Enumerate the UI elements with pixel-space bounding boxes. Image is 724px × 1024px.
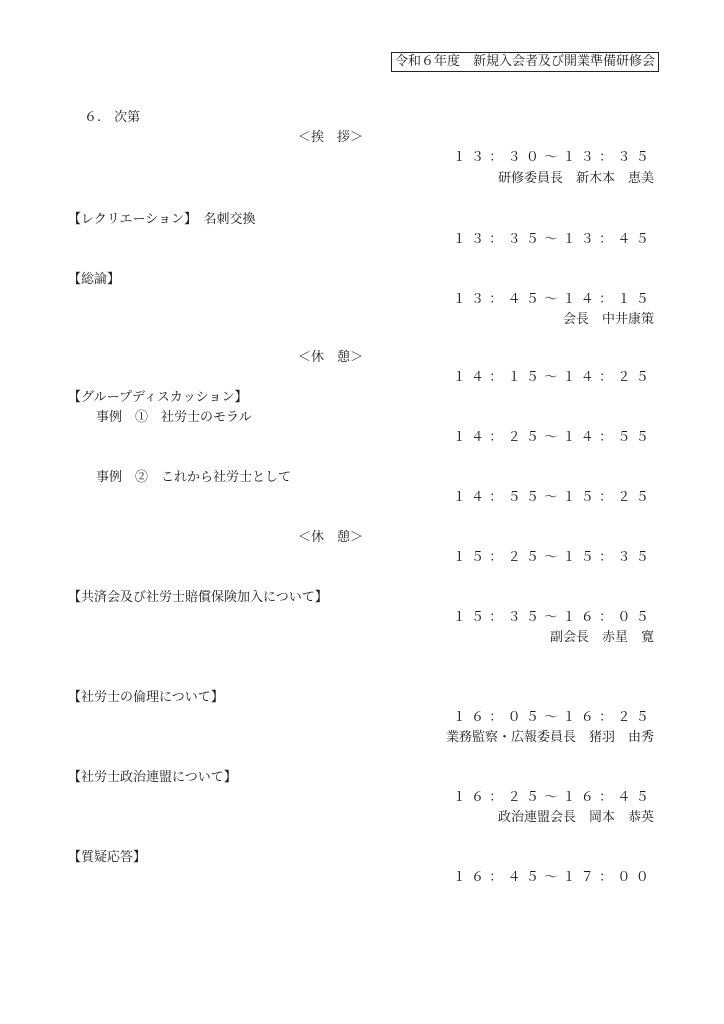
agenda-time: １５：３５〜１６：０５ bbox=[452, 610, 654, 625]
agenda-time: １４：２５〜１４：５５ bbox=[452, 430, 654, 445]
agenda-item-title: 【社労士の倫理について】 bbox=[68, 690, 224, 705]
agenda-time: １３：３０〜１３：３５ bbox=[452, 150, 654, 165]
agenda-time: １６：２５〜１６：４５ bbox=[452, 790, 654, 805]
agenda-break-label: ＜挨 拶＞ bbox=[298, 130, 364, 145]
agenda-speaker: 業務監察・広報委員長 猪羽 由秀 bbox=[445, 730, 654, 745]
agenda-break-label: ＜休 憩＞ bbox=[298, 350, 364, 365]
section-heading: ６. 次第 bbox=[84, 110, 141, 125]
agenda-speaker: 研修委員長 新木本 恵美 bbox=[497, 171, 654, 186]
document-header-title: 令和６年度 新規入会者及び開業準備研修会 bbox=[391, 52, 659, 72]
agenda-time: １４：１５〜１４：２５ bbox=[452, 370, 654, 385]
agenda-speaker: 政治連盟会長 岡本 恭英 bbox=[497, 810, 654, 825]
agenda-time: １３：４５〜１４：１５ bbox=[452, 292, 654, 307]
agenda-item-title: 【共済会及び社労士賠償保険加入について】 bbox=[68, 590, 328, 605]
agenda-break-label: ＜休 憩＞ bbox=[298, 530, 364, 545]
agenda-item-title: 【グループディスカッション】 bbox=[68, 390, 248, 405]
agenda-time: １３：３５〜１３：４５ bbox=[452, 232, 654, 247]
agenda-sub-item: 事例 ② これから社労士として bbox=[96, 470, 292, 485]
agenda-time: １６：４５〜１７：００ bbox=[452, 870, 654, 885]
agenda-time: １５：２５〜１５：３５ bbox=[452, 550, 654, 565]
agenda-time: １６：０５〜１６：２５ bbox=[452, 710, 654, 725]
agenda-time: １４：５５〜１５：２５ bbox=[452, 490, 654, 505]
agenda-item-title: 【レクリエーション】 名刺交換 bbox=[68, 212, 256, 227]
agenda-item-title: 【社労士政治連盟について】 bbox=[68, 770, 237, 785]
agenda-item-title: 【質疑応答】 bbox=[68, 850, 147, 865]
agenda-item-title: 【総論】 bbox=[68, 272, 121, 287]
agenda-speaker: 副会長 赤星 寛 bbox=[549, 630, 654, 645]
agenda-speaker: 会長 中井康策 bbox=[562, 312, 654, 327]
agenda-sub-item: 事例 ① 社労士のモラル bbox=[96, 410, 252, 425]
